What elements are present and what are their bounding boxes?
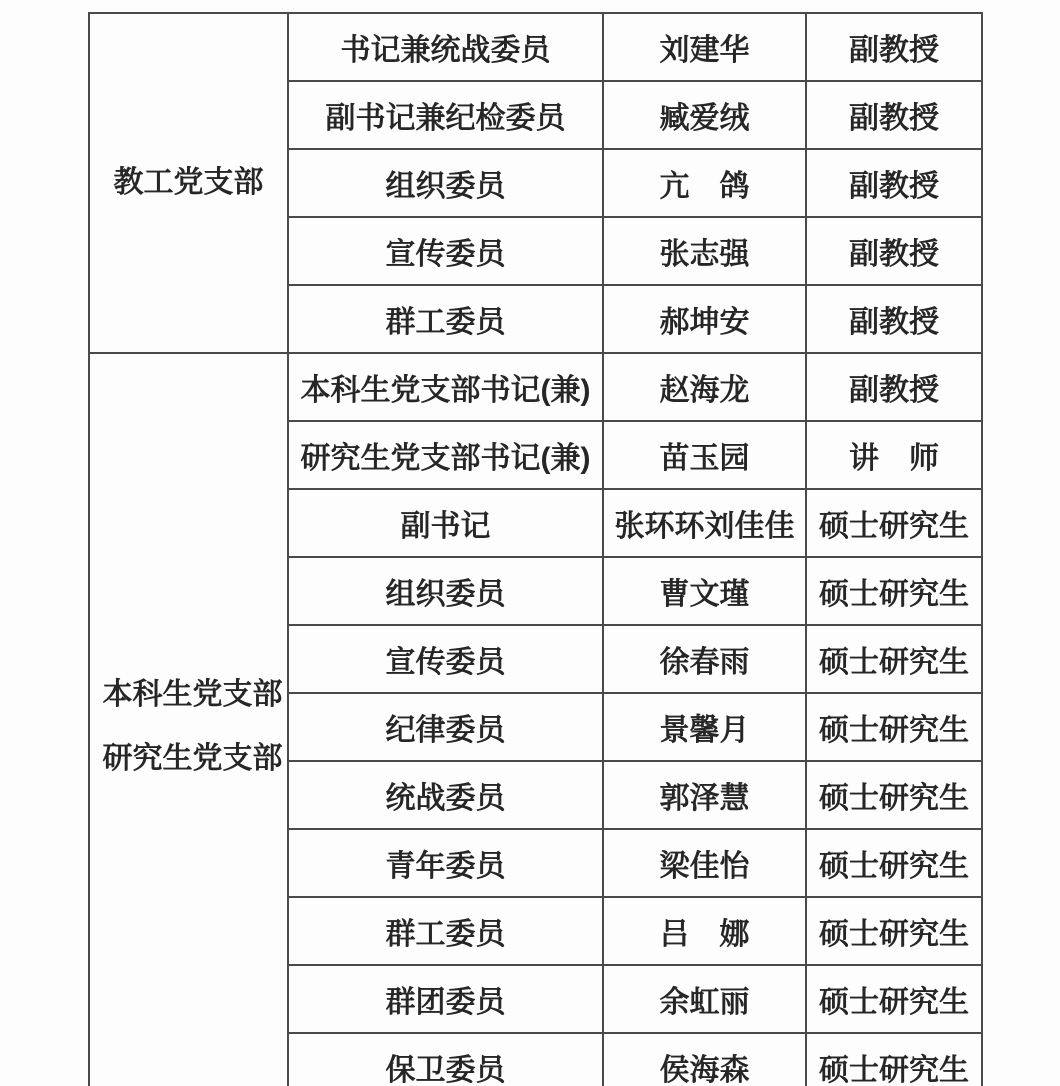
- position-cell: 群工委员: [288, 285, 603, 353]
- group-cell: [89, 13, 288, 353]
- title-cell: 讲 师: [806, 421, 982, 489]
- title-cell: 副教授: [806, 217, 982, 285]
- position-cell: 宣传委员: [288, 625, 603, 693]
- title-cell: 副教授: [806, 353, 982, 421]
- party-branch-table: [88, 12, 983, 1086]
- group-line: 本科生党支部: [102, 678, 283, 711]
- title-cell: 硕士研究生: [806, 1033, 982, 1086]
- title-cell: 硕士研究生: [806, 625, 982, 693]
- name-cell: 曹文瑾: [603, 557, 806, 625]
- name-cell: 徐春雨: [603, 625, 806, 693]
- name-cell: 赵海龙: [603, 353, 806, 421]
- position-cell: 青年委员: [288, 829, 603, 897]
- title-cell: 副教授: [806, 149, 982, 217]
- name-cell: 景馨月: [603, 693, 806, 761]
- position-cell: 组织委员: [288, 557, 603, 625]
- position-cell: 组织委员: [288, 149, 603, 217]
- group-label: [103, 151, 275, 215]
- title-cell: 硕士研究生: [806, 761, 982, 829]
- name-cell: 苗玉园: [603, 421, 806, 489]
- position-cell: 群工委员: [288, 897, 603, 965]
- name-cell: 郝坤安: [603, 285, 806, 353]
- group-cell: [89, 353, 288, 1086]
- title-cell: 硕士研究生: [806, 693, 982, 761]
- position-cell: 宣传委员: [288, 217, 603, 285]
- position-cell: 书记兼统战委员: [288, 13, 603, 81]
- name-cell: 亢 鸽: [603, 149, 806, 217]
- group-label: [102, 663, 283, 791]
- position-cell: 研究生党支部书记(兼): [288, 421, 603, 489]
- position-cell: 副书记兼纪检委员: [288, 81, 603, 149]
- title-cell: 硕士研究生: [806, 965, 982, 1033]
- title-cell: 硕士研究生: [806, 489, 982, 557]
- name-cell: 臧爱绒: [603, 81, 806, 149]
- name-cell: 张志强: [603, 217, 806, 285]
- position-cell: 纪律委员: [288, 693, 603, 761]
- title-cell: 副教授: [806, 81, 982, 149]
- name-cell: 刘建华: [603, 13, 806, 81]
- name-cell: 梁佳怡: [603, 829, 806, 897]
- group-line: 教工党支部: [113, 166, 264, 199]
- title-cell: 硕士研究生: [806, 557, 982, 625]
- title-cell: 副教授: [806, 13, 982, 81]
- position-cell: 统战委员: [288, 761, 603, 829]
- position-cell: 本科生党支部书记(兼): [288, 353, 603, 421]
- name-cell: 郭泽慧: [603, 761, 806, 829]
- table-row: [89, 353, 982, 421]
- position-cell: 保卫委员: [288, 1033, 603, 1086]
- title-cell: 副教授: [806, 285, 982, 353]
- name-cell: 吕 娜: [603, 897, 806, 965]
- org-table-body: [89, 13, 982, 1086]
- title-cell: 硕士研究生: [806, 897, 982, 965]
- name-cell: 侯海森: [603, 1033, 806, 1086]
- position-cell: 群团委员: [288, 965, 603, 1033]
- group-line: 研究生党支部: [102, 742, 283, 775]
- table-row: [89, 13, 982, 81]
- name-cell: 余虹丽: [603, 965, 806, 1033]
- name-cell: 张环环刘佳佳: [603, 489, 806, 557]
- position-cell: 副书记: [288, 489, 603, 557]
- title-cell: 硕士研究生: [806, 829, 982, 897]
